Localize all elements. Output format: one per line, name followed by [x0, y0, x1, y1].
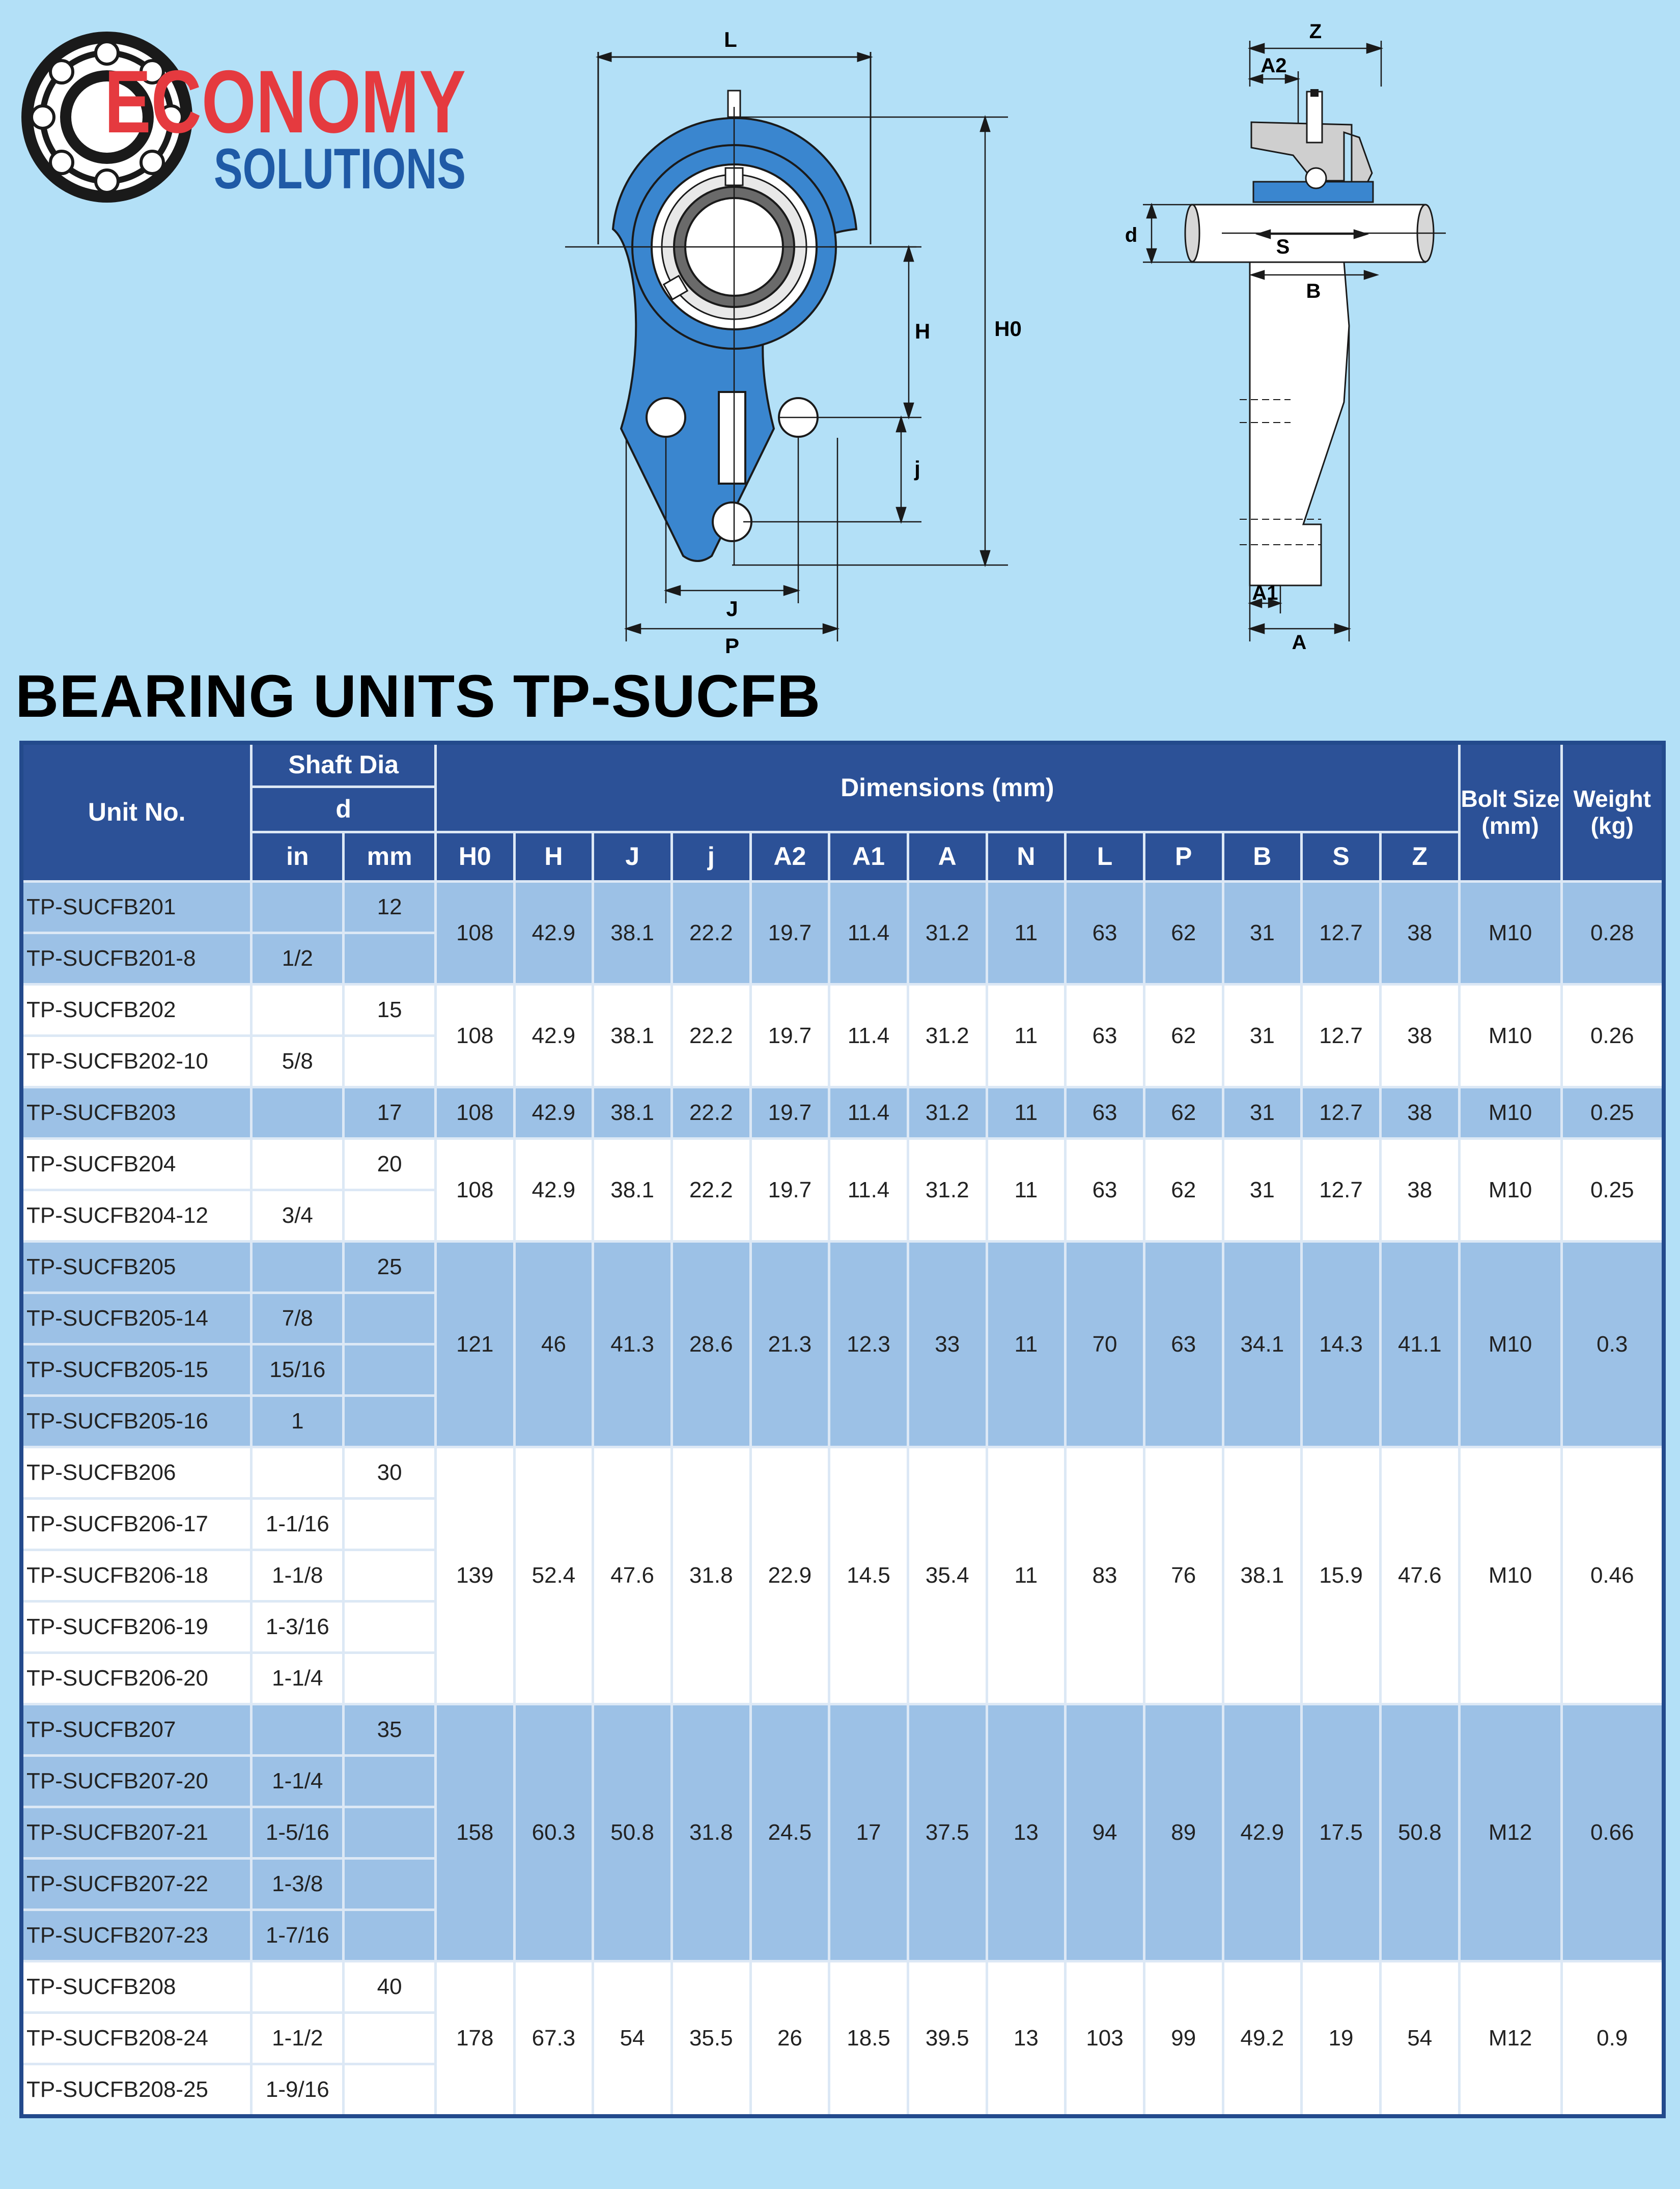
- dim-cell-h0: 139: [435, 1447, 514, 1704]
- dim-cell-b: 49.2: [1223, 1961, 1302, 2117]
- dim-cell-p: 99: [1144, 1961, 1223, 2117]
- logo-text-solutions: SOLUTIONS: [214, 137, 466, 201]
- dim-cell-h: 52.4: [514, 1447, 593, 1704]
- dim-cell-a: 31.2: [908, 882, 987, 985]
- unit-no-cell: TP-SUCFB208-24: [21, 2013, 251, 2064]
- bolt-size-cell: M10: [1459, 882, 1561, 985]
- shaft-in-cell: [251, 1087, 344, 1139]
- flange-profile: [1250, 262, 1349, 585]
- dim-cell-z: 47.6: [1380, 1447, 1459, 1704]
- shaft-in-cell: [251, 1139, 344, 1190]
- unit-no-cell: TP-SUCFB207: [21, 1704, 251, 1756]
- shaft-in-cell: 1-9/16: [251, 2064, 344, 2117]
- dim-cell-j: 50.8: [593, 1704, 672, 1961]
- unit-no-cell: TP-SUCFB205-16: [21, 1396, 251, 1447]
- unit-no-cell: TP-SUCFB202: [21, 985, 251, 1036]
- shaft-mm-cell: [344, 1190, 436, 1242]
- dim-cell-a1: 12.3: [829, 1242, 908, 1447]
- weight-cell: 0.9: [1561, 1961, 1664, 2117]
- shaft-in-cell: 1-1/16: [251, 1499, 344, 1550]
- side-view-drawing: [1120, 15, 1451, 652]
- dim-cell-a: 37.5: [908, 1704, 987, 1961]
- dim-cell-j: 54: [593, 1961, 672, 2117]
- dim-cell-b: 31: [1223, 882, 1302, 985]
- dim-cell-a2: 22.9: [750, 1447, 829, 1704]
- weight-cell: 0.25: [1561, 1087, 1664, 1139]
- shaft-in-cell: 1-1/2: [251, 2013, 344, 2064]
- dim-cell-n: 11: [987, 985, 1066, 1087]
- shaft-mm-cell: 40: [344, 1961, 436, 2013]
- table-row: [21, 1961, 1664, 2013]
- dim-cell-j: 38.1: [593, 882, 672, 985]
- table-row: [21, 1704, 1664, 1756]
- dim-cell-p: 76: [1144, 1447, 1223, 1704]
- shaft-in-cell: 15/16: [251, 1344, 344, 1396]
- shaft-in-cell: [251, 1447, 344, 1499]
- dim-label-P: P: [724, 634, 740, 658]
- shaft-mm-cell: 30: [344, 1447, 436, 1499]
- dim-label-B: B: [1306, 280, 1321, 302]
- header-unit-no: Unit No.: [21, 743, 251, 882]
- header-weight: Weight (kg): [1561, 743, 1664, 882]
- unit-no-cell: TP-SUCFB203: [21, 1087, 251, 1139]
- dim-label-d: d: [1125, 224, 1138, 246]
- dim-cell-h: 46: [514, 1242, 593, 1447]
- table-row: [21, 882, 1664, 933]
- bolt-size-cell: M10: [1459, 1139, 1561, 1242]
- grease-fitting: [1307, 92, 1322, 143]
- shaft-in-cell: 3/4: [251, 1190, 344, 1242]
- weight-cell: 0.28: [1561, 882, 1664, 985]
- dim-cell-a1: 11.4: [829, 985, 908, 1087]
- dim-label-Z: Z: [1309, 20, 1322, 43]
- dim-cell-s: 14.3: [1302, 1242, 1381, 1447]
- header-dim-a2: A2: [750, 832, 829, 882]
- dim-cell-n: 11: [987, 1242, 1066, 1447]
- unit-no-cell: TP-SUCFB201: [21, 882, 251, 933]
- shaft-mm-cell: [344, 1293, 436, 1344]
- dim-cell-p: 62: [1144, 882, 1223, 985]
- shaft-mm-cell: 17: [344, 1087, 436, 1139]
- shaft-mm-cell: [344, 1859, 436, 1910]
- dim-label-j: j: [914, 457, 920, 481]
- header-dim-l: L: [1066, 832, 1144, 882]
- dim-cell-a2: 24.5: [750, 1704, 829, 1961]
- bolt-size-cell: M10: [1459, 1087, 1561, 1139]
- shaft-mm-cell: 15: [344, 985, 436, 1036]
- dim-cell-h: 42.9: [514, 1139, 593, 1242]
- dim-cell-p: 62: [1144, 1139, 1223, 1242]
- dim-cell-j: 31.8: [671, 1704, 750, 1961]
- dim-cell-a2: 19.7: [750, 1087, 829, 1139]
- header-dim-j-small: j: [671, 832, 750, 882]
- dim-cell-s: 12.7: [1302, 1139, 1381, 1242]
- dim-cell-b: 42.9: [1223, 1704, 1302, 1961]
- header-dim-h: H: [514, 832, 593, 882]
- dim-cell-h: 42.9: [514, 882, 593, 985]
- shaft-mm-cell: 25: [344, 1242, 436, 1293]
- dim-cell-b: 31: [1223, 1139, 1302, 1242]
- dim-cell-h: 42.9: [514, 985, 593, 1087]
- dim-cell-j: 38.1: [593, 1139, 672, 1242]
- bolt-size-cell: M10: [1459, 1242, 1561, 1447]
- dim-cell-h: 42.9: [514, 1087, 593, 1139]
- dim-cell-p: 89: [1144, 1704, 1223, 1961]
- table-row: [21, 1087, 1664, 1139]
- weight-cell: 0.46: [1561, 1447, 1664, 1704]
- unit-no-cell: TP-SUCFB205: [21, 1242, 251, 1293]
- dim-cell-b: 38.1: [1223, 1447, 1302, 1704]
- dim-cell-h: 60.3: [514, 1704, 593, 1961]
- shaft-in-cell: 5/8: [251, 1036, 344, 1087]
- dim-cell-a2: 19.7: [750, 1139, 829, 1242]
- shaft-in-cell: [251, 1704, 344, 1756]
- dim-cell-j: 38.1: [593, 985, 672, 1087]
- dim-cell-n: 11: [987, 1087, 1066, 1139]
- header-dim-j: J: [593, 832, 672, 882]
- dim-cell-l: 63: [1066, 882, 1144, 985]
- economy-solutions-logo: [13, 23, 471, 216]
- dim-cell-a1: 11.4: [829, 1139, 908, 1242]
- dim-cell-n: 11: [987, 882, 1066, 985]
- header-dim-b: B: [1223, 832, 1302, 882]
- dim-cell-h0: 121: [435, 1242, 514, 1447]
- dim-cell-s: 19: [1302, 1961, 1381, 2117]
- weight-cell: 0.26: [1561, 985, 1664, 1087]
- dim-cell-n: 11: [987, 1447, 1066, 1704]
- dim-cell-a2: 19.7: [750, 882, 829, 985]
- shaft-in-cell: [251, 1242, 344, 1293]
- dim-cell-a: 31.2: [908, 985, 987, 1087]
- shaft-mm-cell: [344, 1756, 436, 1807]
- header-dimensions: Dimensions (mm): [435, 743, 1459, 832]
- dim-cell-l: 63: [1066, 1139, 1144, 1242]
- weight-cell: 0.25: [1561, 1139, 1664, 1242]
- dim-cell-h: 67.3: [514, 1961, 593, 2117]
- dim-cell-l: 83: [1066, 1447, 1144, 1704]
- shaft-in-cell: 1-3/16: [251, 1602, 344, 1653]
- shaft-in-cell: 1: [251, 1396, 344, 1447]
- dim-cell-l: 63: [1066, 1087, 1144, 1139]
- shaft-mm-cell: [344, 933, 436, 985]
- dim-cell-a2: 21.3: [750, 1242, 829, 1447]
- dim-cell-a2: 26: [750, 1961, 829, 2117]
- dim-label-A: A: [1292, 631, 1307, 654]
- header-dim-a: A: [908, 832, 987, 882]
- dim-cell-n: 11: [987, 1139, 1066, 1242]
- header-dim-h0: H0: [435, 832, 514, 882]
- dim-cell-s: 15.9: [1302, 1447, 1381, 1704]
- dim-cell-z: 38: [1380, 1087, 1459, 1139]
- dim-cell-j: 22.2: [671, 985, 750, 1087]
- dim-cell-h0: 108: [435, 1087, 514, 1139]
- header-dim-a1: A1: [829, 832, 908, 882]
- unit-no-cell: TP-SUCFB207-21: [21, 1807, 251, 1859]
- dim-cell-z: 38: [1380, 882, 1459, 985]
- bolt-size-cell: M10: [1459, 985, 1561, 1087]
- shaft-in-cell: 1-5/16: [251, 1807, 344, 1859]
- shaft-mm-cell: 35: [344, 1704, 436, 1756]
- dim-cell-a1: 18.5: [829, 1961, 908, 2117]
- dim-cell-n: 13: [987, 1961, 1066, 2117]
- dim-cell-s: 12.7: [1302, 882, 1381, 985]
- dim-cell-p: 62: [1144, 985, 1223, 1087]
- dim-cell-h0: 108: [435, 985, 514, 1087]
- shaft-in-cell: 1/2: [251, 933, 344, 985]
- dim-cell-z: 38: [1380, 1139, 1459, 1242]
- center-slot: [719, 392, 745, 484]
- dim-cell-s: 12.7: [1302, 1087, 1381, 1139]
- dim-cell-a1: 11.4: [829, 1087, 908, 1139]
- shaft-in-cell: [251, 985, 344, 1036]
- header-in: in: [251, 832, 344, 882]
- dim-cell-a: 39.5: [908, 1961, 987, 2117]
- unit-no-cell: TP-SUCFB206-20: [21, 1653, 251, 1704]
- page-title: BEARING UNITS TP-SUCFB: [15, 663, 821, 730]
- dim-label-S: S: [1276, 236, 1290, 258]
- header-dim-z: Z: [1380, 832, 1459, 882]
- front-view-drawing: [560, 15, 1069, 658]
- shaft-mm-cell: [344, 1807, 436, 1859]
- dim-cell-l: 70: [1066, 1242, 1144, 1447]
- unit-no-cell: TP-SUCFB207-23: [21, 1910, 251, 1961]
- table-row: [21, 985, 1664, 1036]
- shaft-mm-cell: [344, 2064, 436, 2117]
- unit-no-cell: TP-SUCFB202-10: [21, 1036, 251, 1087]
- dim-cell-a1: 11.4: [829, 882, 908, 985]
- shaft-mm-cell: [344, 1602, 436, 1653]
- dim-cell-j: 38.1: [593, 1087, 672, 1139]
- unit-no-cell: TP-SUCFB205-14: [21, 1293, 251, 1344]
- shaft-mm-cell: [344, 2013, 436, 2064]
- weight-cell: 0.66: [1561, 1704, 1664, 1961]
- dim-cell-h0: 158: [435, 1704, 514, 1961]
- weight-cell: 0.3: [1561, 1242, 1664, 1447]
- dim-cell-z: 50.8: [1380, 1704, 1459, 1961]
- shaft-mm-cell: [344, 1910, 436, 1961]
- shaft-in-cell: 7/8: [251, 1293, 344, 1344]
- dim-label-H: H: [914, 319, 931, 343]
- dim-cell-h0: 108: [435, 882, 514, 985]
- dim-cell-j: 47.6: [593, 1447, 672, 1704]
- unit-no-cell: TP-SUCFB201-8: [21, 933, 251, 985]
- shaft-in-cell: [251, 1961, 344, 2013]
- dim-cell-a: 31.2: [908, 1139, 987, 1242]
- unit-no-cell: TP-SUCFB205-15: [21, 1344, 251, 1396]
- shaft-mm-cell: [344, 1036, 436, 1087]
- shaft-in-cell: 1-1/8: [251, 1550, 344, 1602]
- shaft-in-cell: 1-3/8: [251, 1859, 344, 1910]
- dim-cell-z: 54: [1380, 1961, 1459, 2117]
- header-bolt-size: Bolt Size (mm): [1459, 743, 1561, 882]
- shaft-in-cell: 1-7/16: [251, 1910, 344, 1961]
- dim-label-J: J: [726, 597, 738, 621]
- bearing-spec-table: [19, 741, 1666, 2118]
- table-body: [21, 882, 1664, 2117]
- shaft-mm-cell: [344, 1550, 436, 1602]
- dim-label-A2: A2: [1261, 54, 1287, 77]
- shaft-in-cell: 1-1/4: [251, 1653, 344, 1704]
- unit-no-cell: TP-SUCFB206-17: [21, 1499, 251, 1550]
- bolt-size-cell: M12: [1459, 1704, 1561, 1961]
- dim-cell-j: 35.5: [671, 1961, 750, 2117]
- dim-cell-s: 17.5: [1302, 1704, 1381, 1961]
- table-row: [21, 1242, 1664, 1293]
- table-row: [21, 1139, 1664, 1190]
- header-d: d: [251, 787, 436, 832]
- unit-no-cell: TP-SUCFB206-18: [21, 1550, 251, 1602]
- shaft-mm-cell: [344, 1499, 436, 1550]
- dim-cell-h0: 108: [435, 1139, 514, 1242]
- unit-no-cell: TP-SUCFB207-20: [21, 1756, 251, 1807]
- dim-cell-p: 62: [1144, 1087, 1223, 1139]
- dim-cell-j: 28.6: [671, 1242, 750, 1447]
- header-mm: mm: [344, 832, 436, 882]
- dim-cell-a1: 14.5: [829, 1447, 908, 1704]
- header-shaft-dia: Shaft Dia: [251, 743, 436, 787]
- dim-cell-j: 31.8: [671, 1447, 750, 1704]
- unit-no-cell: TP-SUCFB204: [21, 1139, 251, 1190]
- bolt-size-cell: M12: [1459, 1961, 1561, 2117]
- shaft-in-cell: [251, 882, 344, 933]
- shaft-mm-cell: 12: [344, 882, 436, 933]
- dim-cell-j: 22.2: [671, 1087, 750, 1139]
- dim-cell-l: 94: [1066, 1704, 1144, 1961]
- dim-cell-p: 63: [1144, 1242, 1223, 1447]
- table-header: [21, 743, 1664, 882]
- dim-cell-j: 22.2: [671, 1139, 750, 1242]
- header-dim-n: N: [987, 832, 1066, 882]
- shaft-mm-cell: [344, 1344, 436, 1396]
- unit-no-cell: TP-SUCFB206-19: [21, 1602, 251, 1653]
- dim-cell-a: 33: [908, 1242, 987, 1447]
- dim-cell-z: 38: [1380, 985, 1459, 1087]
- dim-cell-a1: 17: [829, 1704, 908, 1961]
- dim-cell-l: 103: [1066, 1961, 1144, 2117]
- unit-no-cell: TP-SUCFB206: [21, 1447, 251, 1499]
- dim-cell-h0: 178: [435, 1961, 514, 2117]
- unit-no-cell: TP-SUCFB207-22: [21, 1859, 251, 1910]
- dim-cell-b: 34.1: [1223, 1242, 1302, 1447]
- unit-no-cell: TP-SUCFB208: [21, 1961, 251, 2013]
- dim-cell-j: 41.3: [593, 1242, 672, 1447]
- dim-label-L: L: [724, 27, 737, 51]
- dim-cell-j: 22.2: [671, 882, 750, 985]
- dim-cell-a2: 19.7: [750, 985, 829, 1087]
- bolt-hole-left: [647, 398, 685, 437]
- shaft-mm-cell: [344, 1396, 436, 1447]
- dim-cell-b: 31: [1223, 1087, 1302, 1139]
- dim-cell-z: 41.1: [1380, 1242, 1459, 1447]
- shaft-in-cell: 1-1/4: [251, 1756, 344, 1807]
- logo-text-economy: ECONOMY: [104, 52, 466, 152]
- dim-cell-n: 13: [987, 1704, 1066, 1961]
- dim-label-H0: H0: [994, 317, 1022, 341]
- header-dim-p: P: [1144, 832, 1223, 882]
- dim-cell-a: 35.4: [908, 1447, 987, 1704]
- dim-cell-s: 12.7: [1302, 985, 1381, 1087]
- shaft-mm-cell: 20: [344, 1139, 436, 1190]
- unit-no-cell: TP-SUCFB204-12: [21, 1190, 251, 1242]
- shaft-mm-cell: [344, 1653, 436, 1704]
- bolt-size-cell: M10: [1459, 1447, 1561, 1704]
- table-row: [21, 1447, 1664, 1499]
- header-dim-s: S: [1302, 832, 1381, 882]
- dim-cell-b: 31: [1223, 985, 1302, 1087]
- dim-cell-l: 63: [1066, 985, 1144, 1087]
- dim-cell-a: 31.2: [908, 1087, 987, 1139]
- dim-label-A1: A1: [1252, 582, 1278, 604]
- unit-no-cell: TP-SUCFB208-25: [21, 2064, 251, 2117]
